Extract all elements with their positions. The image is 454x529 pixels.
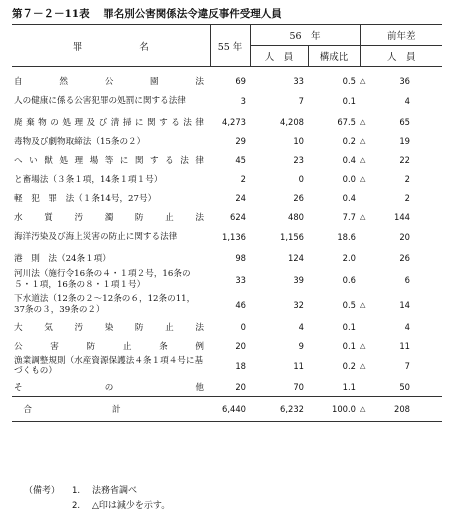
- year-56-persons-cell: 124: [288, 252, 304, 263]
- year-55-cell: 29: [235, 135, 246, 146]
- table-caption: 罪名別公害関係法令違反事件受理人員: [103, 8, 282, 20]
- year-55-cell: 4,273: [222, 116, 246, 127]
- spacer-cell: [414, 90, 442, 112]
- year-56-ratio-cell: 2.0: [342, 252, 356, 263]
- spacer-cell: [414, 150, 442, 169]
- spacer-cell: [414, 226, 442, 248]
- crime-name-cell: 大 気 汚 染 防 止 法: [14, 322, 204, 333]
- spacer-cell: [414, 292, 442, 317]
- crime-name-cell: 港 則 法（24条１項）: [14, 253, 111, 264]
- table-row: [12, 169, 442, 188]
- crime-name-cell: 水 質 汚 濁 防 止 法: [14, 212, 204, 223]
- table-row: [12, 355, 442, 377]
- decrease-mark: △: [360, 300, 366, 309]
- crime-name-cell: 自 然 公 園 法: [14, 76, 204, 87]
- total-row: [12, 397, 442, 422]
- year-55-cell: 45: [235, 154, 246, 165]
- year-56-ratio-cell: 0.2: [342, 135, 356, 146]
- header-year-55: 55 年: [210, 25, 250, 67]
- table-row: [12, 317, 442, 336]
- crime-name-cell: 毒物及び劇物取締法（15条の２）: [14, 136, 146, 147]
- crime-name-cell: 公 害 防 止 条 例: [14, 341, 204, 352]
- notes-label: （備考）: [24, 486, 61, 496]
- total-year-55: 6,440: [210, 397, 250, 422]
- decrease-mark: △: [360, 117, 366, 126]
- header-56-ratio: 構成比: [308, 46, 360, 67]
- year-55-cell: 1,136: [222, 232, 246, 242]
- diff-persons-cell: 4: [404, 96, 410, 106]
- year-55-cell: 24: [235, 192, 246, 203]
- crime-name-cell: 下水道法（12条の２～12条の６，12条の11，37条の３，39条の２）: [14, 294, 196, 315]
- year-55-cell: 46: [235, 299, 246, 310]
- year-56-persons-cell: 33: [293, 75, 304, 86]
- diff-persons-cell: 11: [399, 340, 410, 351]
- note-row: [24, 484, 170, 499]
- diff-persons-cell: 4: [404, 321, 410, 332]
- crime-name-cell: 廃棄物の処理及び清掃に関する法律: [14, 117, 204, 128]
- table-title: [12, 6, 282, 21]
- header-56-persons: 人 員: [250, 46, 308, 67]
- note-index: 1.: [72, 486, 81, 496]
- year-56-ratio-cell: 0.2: [342, 361, 356, 371]
- table-row: [12, 112, 442, 131]
- decrease-mark: △: [360, 76, 366, 85]
- spacer-cell: [414, 131, 442, 150]
- table-row: [12, 207, 442, 226]
- diff-persons-cell: 2: [404, 192, 410, 203]
- total-decrease-mark: △: [360, 397, 366, 422]
- year-56-persons-cell: 26: [293, 192, 304, 203]
- note-row: [24, 499, 170, 514]
- decrease-mark: △: [360, 341, 366, 350]
- table-row: [12, 90, 442, 112]
- year-56-persons-cell: 4: [298, 321, 304, 332]
- diff-persons-cell: 50: [399, 381, 410, 392]
- table-body: [12, 67, 442, 422]
- decrease-mark: △: [360, 362, 366, 370]
- table-row: [12, 377, 442, 397]
- year-56-ratio-cell: 1.1: [342, 381, 356, 392]
- diff-persons-cell: 19: [399, 135, 410, 146]
- header-diff-persons: 人 員: [360, 46, 442, 67]
- year-55-cell: 33: [235, 274, 246, 285]
- spacer-cell: [414, 355, 442, 377]
- header-crime-name: 罪 名: [12, 25, 210, 67]
- diff-persons-cell: 7: [404, 361, 410, 371]
- diff-persons-cell: 144: [394, 211, 410, 222]
- year-56-ratio-cell: 0.4: [342, 154, 356, 165]
- crime-name-cell: 人の健康に係る公害犯罪の処罰に関する法律: [14, 95, 186, 106]
- year-56-persons-cell: 480: [288, 211, 304, 222]
- total-diff: 208: [366, 397, 414, 422]
- spacer-cell: [414, 169, 442, 188]
- crime-name-cell: 河川法（施行令16条の４・１項２号，16条の５・１項，16条の８・１項１号）: [14, 269, 191, 290]
- note-text: 法務省調べ: [92, 486, 138, 496]
- year-56-ratio-cell: 0.5: [342, 75, 356, 86]
- year-55-cell: 98: [235, 252, 246, 263]
- year-55-cell: 2: [240, 173, 246, 184]
- year-56-persons-cell: 10: [293, 135, 304, 146]
- year-56-persons-cell: 39: [293, 274, 304, 285]
- year-56-persons-cell: 4,208: [280, 116, 304, 127]
- diff-persons-cell: 36: [399, 75, 410, 86]
- year-55-cell: 0: [240, 321, 246, 332]
- table-number: 第７－２－11表: [12, 8, 90, 20]
- year-56-ratio-cell: 18.6: [337, 232, 356, 242]
- notes: [24, 484, 170, 514]
- year-56-ratio-cell: 67.5: [337, 116, 356, 127]
- crime-name-cell: 漁業調整規則（水産資源保護法４条１項４号に基づくもの）: [14, 355, 204, 376]
- table-row: [12, 67, 442, 91]
- year-56-persons-cell: 9: [298, 340, 304, 351]
- spacer-cell: [414, 336, 442, 355]
- crime-name-cell: 海洋汚染及び海上災害の防止に関する法律: [14, 231, 178, 242]
- note-index: 2.: [72, 501, 81, 511]
- spacer-cell: [414, 188, 442, 207]
- spacer-cell: [414, 317, 442, 336]
- note-text: △印は減少を示す。: [92, 501, 171, 511]
- year-55-cell: 624: [230, 211, 246, 222]
- year-56-ratio-cell: 0.1: [342, 321, 356, 332]
- header-diff: 前年差: [360, 25, 442, 46]
- diff-persons-cell: 26: [399, 252, 410, 263]
- crime-name-cell: そ の 他: [14, 382, 204, 393]
- table-row: [12, 188, 442, 207]
- year-56-persons-cell: 32: [293, 299, 304, 310]
- year-56-ratio-cell: 7.7: [342, 211, 356, 222]
- diff-persons-cell: 2: [404, 173, 410, 184]
- diff-persons-cell: 65: [399, 116, 410, 127]
- table-row: [12, 150, 442, 169]
- year-56-ratio-cell: 0.4: [342, 192, 356, 203]
- table-row: [12, 226, 442, 248]
- spacer-cell: [414, 207, 442, 226]
- crime-name-cell: と畜場法（３条１項，14条１項１号）: [14, 174, 163, 185]
- diff-persons-cell: 22: [399, 154, 410, 165]
- year-56-persons-cell: 70: [293, 381, 304, 392]
- year-56-persons-cell: 7: [298, 96, 304, 106]
- total-year-56: 6,232: [250, 397, 308, 422]
- year-56-ratio-cell: 0.1: [342, 96, 356, 106]
- year-56-persons-cell: 23: [293, 154, 304, 165]
- diff-persons-cell: 20: [399, 232, 410, 242]
- year-56-persons-cell: 1,156: [280, 232, 304, 242]
- year-56-persons-cell: 11: [293, 361, 304, 371]
- crime-statistics-table: [12, 24, 442, 422]
- table-row: [12, 267, 442, 292]
- table-row: [12, 336, 442, 355]
- spacer-cell: [414, 248, 442, 267]
- year-56-ratio-cell: 0.6: [342, 274, 356, 285]
- decrease-mark: △: [360, 174, 366, 183]
- spacer-cell: [414, 267, 442, 292]
- table-row: [12, 248, 442, 267]
- spacer-cell: [414, 397, 442, 422]
- year-55-cell: 69: [235, 75, 246, 86]
- table-row: [12, 131, 442, 150]
- year-55-cell: 20: [235, 381, 246, 392]
- spacer-cell: [414, 67, 442, 91]
- year-55-cell: 18: [235, 361, 246, 371]
- decrease-mark: △: [360, 212, 366, 221]
- year-56-ratio-cell: 0.5: [342, 299, 356, 310]
- table-row: [12, 292, 442, 317]
- diff-persons-cell: 6: [404, 274, 410, 285]
- total-ratio: 100.0: [308, 397, 360, 422]
- spacer-cell: [414, 377, 442, 397]
- decrease-mark: △: [360, 136, 366, 145]
- crime-name-cell: 軽 犯 罪 法（１条14号，27号）: [14, 193, 157, 204]
- year-55-cell: 3: [240, 96, 246, 106]
- year-55-cell: 20: [235, 340, 246, 351]
- decrease-mark: △: [360, 155, 366, 164]
- year-56-ratio-cell: 0.0: [342, 173, 356, 184]
- total-label-cell: [12, 397, 210, 422]
- header-year-56: 56 年: [250, 25, 360, 46]
- crime-name-cell: へい獣処理場等に関する法律: [14, 155, 204, 166]
- spacer-cell: [414, 112, 442, 131]
- year-56-persons-cell: 0: [298, 173, 304, 184]
- diff-persons-cell: 14: [399, 299, 410, 310]
- total-label: 合計: [23, 405, 201, 415]
- year-56-ratio-cell: 0.1: [342, 340, 356, 351]
